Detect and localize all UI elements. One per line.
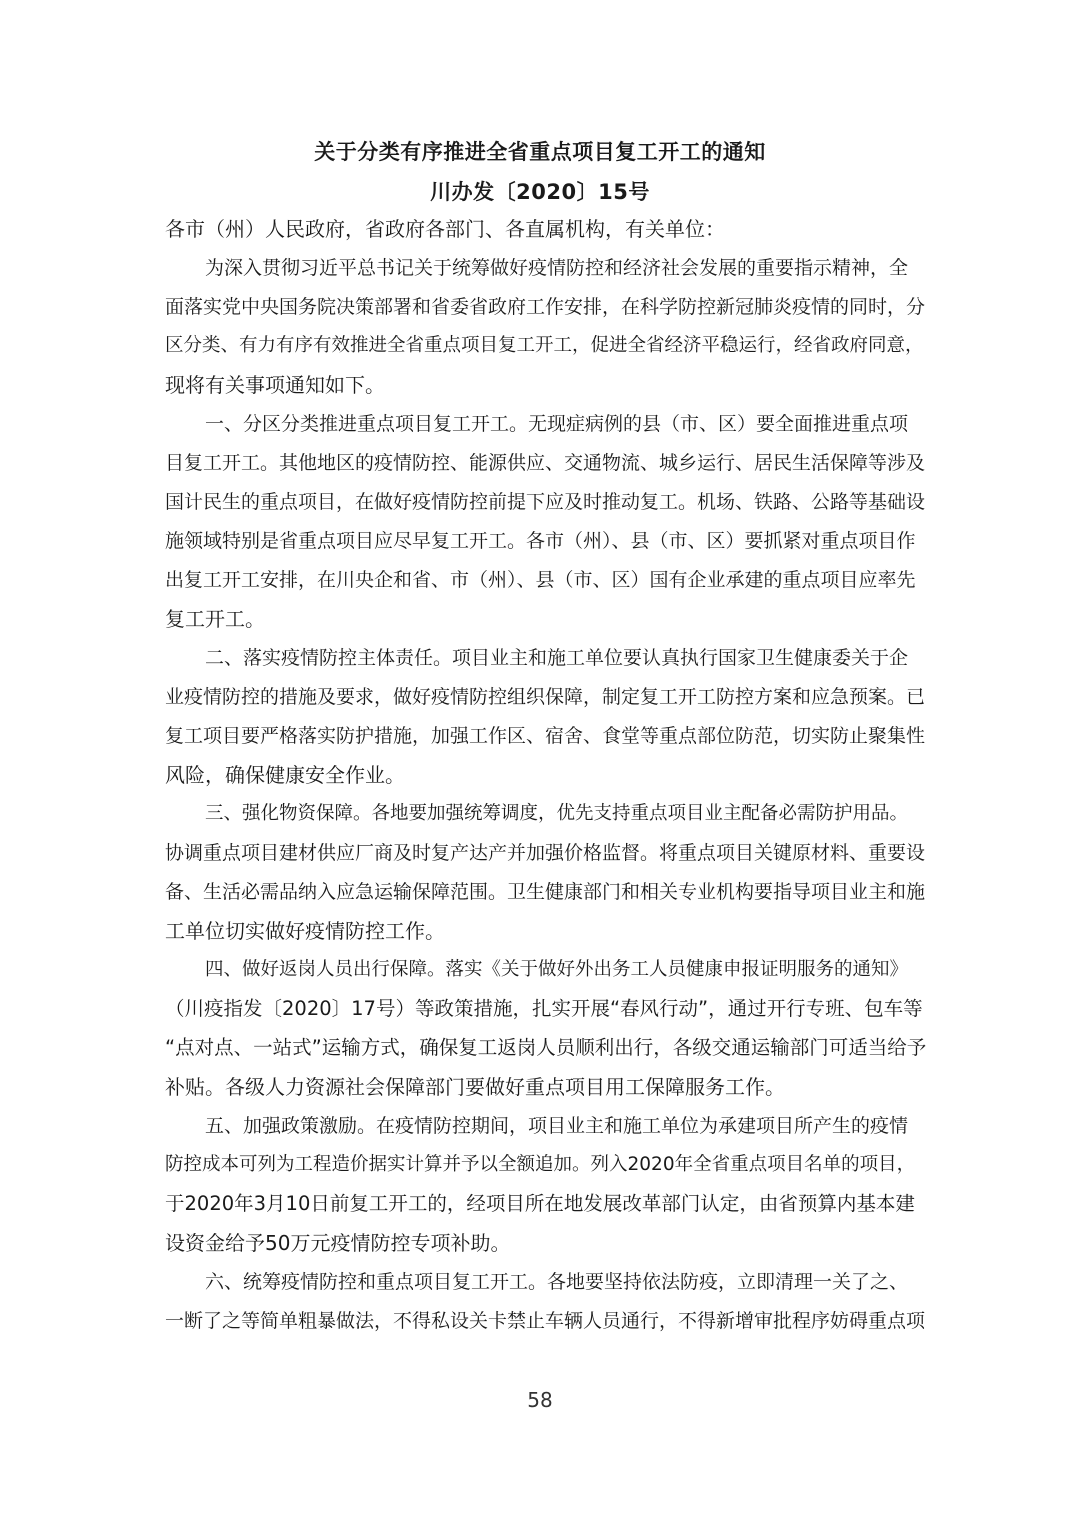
body-line: 协调重点项目建材供应厂商及时复产达产并加强价格监督。将重点项目关键原材料、重要设 — [165, 842, 926, 864]
body-line: 防控成本可列为工程造价据实计算并予以全额追加。列入2020年全省重点项目名单的项目， — [165, 1154, 916, 1175]
body-line: 补贴。各级人力资源社会保障部门要做好重点项目用工保障服务工作。 — [165, 1075, 785, 1099]
body-line: 一、分区分类推进重点项目复工开工。无现症病例的县（市、区）要全面推进重点项 — [205, 413, 909, 435]
body-line: 施领域特别是省重点项目应尽早复工开工。各市（州）、县（市、区）要抓紧对重点项目作 — [165, 530, 916, 552]
addressee-line: 各市（州）人民政府，省政府各部门、各直属机构，有关单位： — [165, 217, 725, 241]
body-line: 工单位切实做好疫情防控工作。 — [165, 919, 445, 943]
page-number: 58 — [527, 1388, 553, 1412]
body-line: 设资金给予50万元疫情防控专项补助。 — [165, 1231, 511, 1255]
body-line: 目复工开工。其他地区的疫情防控、能源供应、交通物流、城乡运行、居民生活保障等涉及 — [165, 452, 926, 474]
body-line: 国计民生的重点项目，在做好疫情防控前提下应及时推动复工。机场、铁路、公路等基础设 — [165, 491, 926, 513]
body-line: 出复工开工安排，在川央企和省、市（州）、县（市、区）国有企业承建的重点项目应率先 — [165, 569, 916, 591]
body-line: 备、生活必需品纳入应急运输保障范围。卫生健康部门和相关专业机构要指导项目业主和施 — [165, 881, 926, 903]
body-line: “点对点、一站式”运输方式，确保复工返岗人员顺利出行，各级交通运输部门可适当给予 — [165, 1036, 927, 1059]
body-line: 面落实党中央国务院决策部署和省委省政府工作安排，在科学防控新冠肺炎疫情的同时，分 — [165, 296, 926, 318]
body-line: 为深入贯彻习近平总书记关于统筹做好疫情防控和经济社会发展的重要指示精神，全 — [205, 257, 909, 279]
body-line: 区分类、有力有序有效推进全省重点项目复工开工，促进全省经济平稳运行，经省政府同意， — [165, 335, 924, 356]
body-line: 复工开工。 — [165, 607, 265, 631]
body-line: 四、做好返岗人员出行保障。落实《关于做好外出务工人员健康申报证明服务的通知》 — [205, 959, 909, 980]
body-line: 五、加强政策激励。在疫情防控期间，项目业主和施工单位为承建项目所产生的疫情 — [205, 1115, 909, 1137]
body-line: 三、强化物资保障。各地要加强统筹调度，优先支持重点项目业主配备必需防护用品。 — [205, 803, 909, 824]
document-number: 川办发〔2020〕15号 — [430, 180, 650, 204]
body-line: 现将有关事项通知如下。 — [165, 373, 385, 397]
body-line: 六、统筹疫情防控和重点项目复工开工。各地要坚持依法防疫，立即清理一关了之、 — [205, 1271, 909, 1293]
body-line: 风险，确保健康安全作业。 — [165, 763, 405, 787]
body-line: 二、落实疫情防控主体责任。项目业主和施工单位要认真执行国家卫生健康委关于企 — [205, 647, 909, 669]
document-title: 关于分类有序推进全省重点项目复工开工的通知 — [314, 140, 766, 164]
body-line: 于2020年3月10日前复工开工的，经项目所在地发展改革部门认定，由省预算内基本建 — [165, 1192, 915, 1215]
body-line: 一断了之等简单粗暴做法，不得私设关卡禁止车辆人员通行，不得新增审批程序妨碍重点项 — [165, 1310, 926, 1332]
body-line: 复工项目要严格落实防护措施，加强工作区、宿舍、食堂等重点部位防范，切实防止聚集性 — [165, 725, 926, 747]
body-line: （川疫指发〔2020〕17号）等政策措施，扎实开展“春风行动”，通过开行专班、包车等 — [165, 997, 923, 1020]
body-line: 业疫情防控的措施及要求，做好疫情防控组织保障，制定复工开工防控方案和应急预案。已 — [165, 686, 926, 708]
